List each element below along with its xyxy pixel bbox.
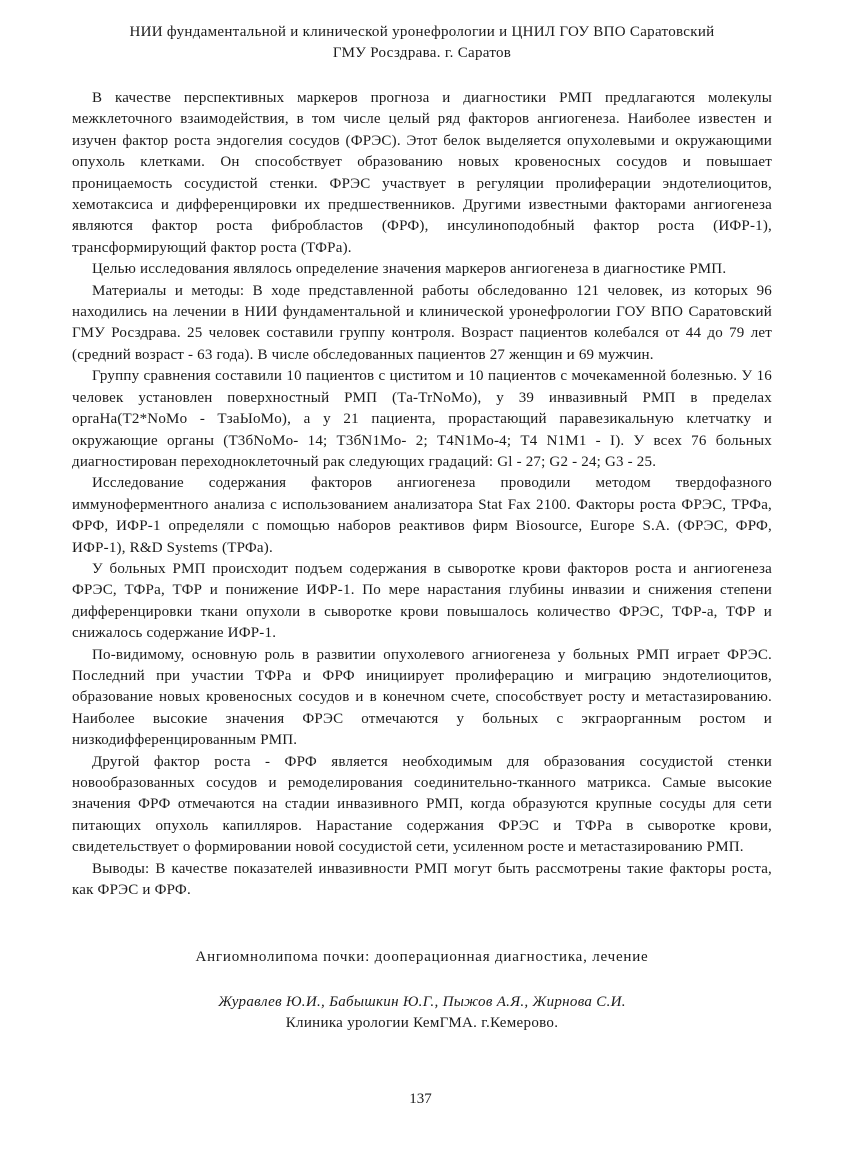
page-number: 137 [409,1091,432,1107]
paragraph-aim: Целью исследования являлось определение значения маркеров ангиогенеза в диагностике РМП. [92,261,727,278]
paragraph-conclusions: Выводы: В качестве показателей инвазивности РМП могут быть рассмотрены такие факторы роста, как ФРЭС и ФРФ. [72,860,772,899]
paragraph-assay: Исследование содержания факторов ангиогенеза проводили методом твердофазного иммуноферментного анализа с использованием анализатора Stat Fax 2100. Факторы роста ФРЭС, ТРФа, ФРФ, ИФР-1 определяли с помощью наборов реактивов фирм Biosource, Europe S.A. (ФРЭС, ФРФ, ИФР-1), R&D Systems (ТРФа). [72,475,772,556]
article-body [72,88,772,901]
paragraph-comparison-group: Группу сравнения составили 10 пациентов с циститом и 10 пациентов с мочекаменной болезнью. У 16 человек установлен поверхностный РМП (Та-TrNoMo), у 39 инвазивный РМП в пределах opraHa(T2*NoMo - TзaЫoMo), а у 21 пациента, прорастающий паравезикальную клетчатку и окружающие органы (T3бNоMо- 14; T3бN1Mо- 2; T4N1Mо-4; T4 N1M1 - I). У всех 76 больных диагностирован переходноклеточный рак следующих градаций: Gl - 27; G2 - 24; G3 - 25. [72,368,772,470]
next-article-title: Ангиомнолипома почки: дооперационная диагностика, лечение [195,949,649,966]
paragraph-methods: Материалы и методы: В ходе представленной работы обследованно 121 человек, из которых 96 находились на лечении в НИИ фундаментальной и клинической уронефрологии ГОУ ВПО Саратовский ГМУ Росздрава. 25 человек составили группу контроля. Возраст пациентов колебался от 44 до 79 лет (средний возраст - 63 года). В числе обследованных пациентов 27 женщин и 69 мужчин. [72,282,772,363]
next-article-authors: Журавлев Ю.И., Бабышкин Ю.Г., Пыжов А.Я., Жирнова С.И. [218,994,626,1011]
paragraph-discussion: По-видимому, основную роль в развитии опухолевого агниогенеза у больных РМП играет ФРЭС. Последний при участии ТФРа и ФРФ инициирует пролиферацию и миграцию эндотелиоцитов, образование новых кровеносных сосудов и в конечном счете, способствует росту и метастазированию. Наиболее высокие значения ФРЭС отмечаются у больных с экграорганным ростом и низкодифференцированным РМП. [72,646,772,749]
paragraph-results: У больных РМП происходит подъем содержания в сыворотке крови факторов роста и ангиогенеза ФРЭС, ТФРа, ТФР и понижение ИФР-1. По мере нарастания глубины инвазии и снижения степени дифференцировки ткани опухоли в сыворотке крови повышалось количество ФРЭС, ТФР-а, ТФР и снижалось содержание ИФР-1. [72,560,772,642]
paragraph-intro: В качестве перспективных маркеров прогноза и диагностики РМП предлагаются молекулы межклеточного взаимодействия, в том числе целый ряд факторов ангиогенеза. Наиболее известен и изучен фактор роста эндогелия сосудов (ФРЭС). Этот белок выделяется опухолевыми и окружающими опухоль клетками. Он способствует образованию новых кровеносных сосудов и повышает проницаемость сосудистой стенки. ФРЭС участвует в регуляции пролиферации эндотелиоцитов, хемотаксиса и дифференцировки их предшественников. Другими известными факторами ангиогенеза являются фактор роста фибробластов (ФРФ), инсулиноподобный фактор роста (ИФР-1), трансформирующий фактор роста (ТФРа). [72,90,772,256]
affiliation-line-1: НИИ фундаментальной и клинической уронефрологии и ЦНИЛ ГОУ ВПО Саратовский [129,24,715,40]
document-page [72,22,772,1034]
next-article-clinic: Клиника урологии КемГМА. г.Кемерово. [285,1015,559,1032]
affiliation-line-2: ГМУ Росздрава. г. Саратов [332,45,512,61]
paragraph-other-factor: Другой фактор роста - ФРФ является необходимым для образования сосудистой стенки новообразованных сосудов и ремоделирования соединительно-тканного матрикса. Самые высокие значения ФРФ отмечаются на стадии инвазивного РМП, когда образуются крупные сосуды для сети питающих опухоль капилляров. Нарастание содержания ФРЭС и ТФРа в сыворотке крови, свидетельствует о формировании новой сосудистой сети, усиленном росте и метастазированию РМП. [72,753,772,856]
